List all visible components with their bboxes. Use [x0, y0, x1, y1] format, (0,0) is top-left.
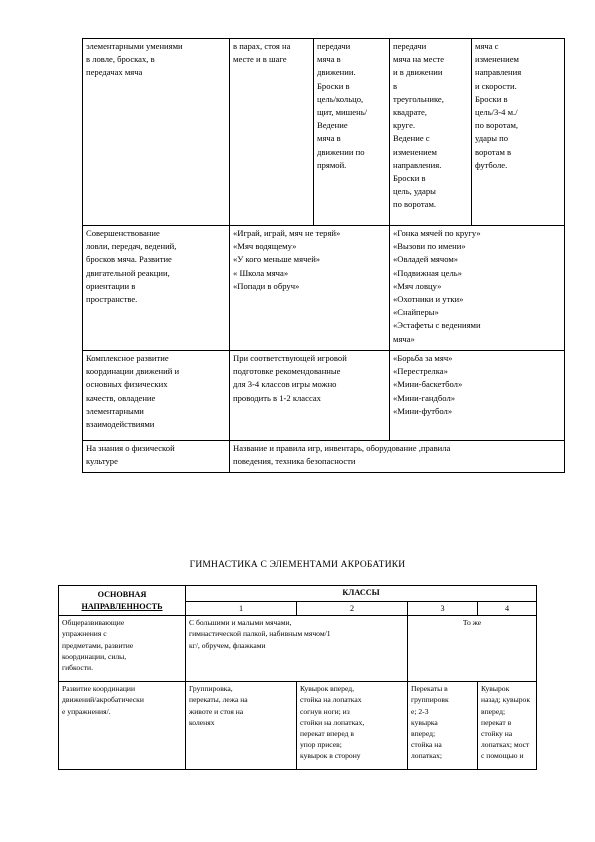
- class-number: 1: [186, 602, 297, 616]
- cell-line: «Мяч ловцу»: [393, 280, 442, 291]
- cell-line: бросков мяча. Развитие: [86, 254, 172, 265]
- cell-line: стойки на лопатках,: [300, 717, 365, 727]
- table-cell: [186, 616, 408, 682]
- cell-line: «Попади в обруч»: [233, 280, 300, 291]
- cell-line: в: [393, 80, 398, 91]
- cell-line: движении по: [317, 146, 365, 157]
- cell-line: перекат вперед в: [300, 729, 355, 739]
- cell-line: взаимодействиями: [86, 419, 155, 430]
- header-direction-line: ОСНОВНАЯ: [97, 590, 147, 600]
- table-cell: [83, 39, 230, 226]
- cell-line: гимнастической палкой, набивным мячом/1: [189, 629, 331, 639]
- cell-line: Перекаты в: [411, 684, 448, 694]
- table-cell: [472, 39, 565, 226]
- cell-line: мяча с: [475, 41, 499, 51]
- cell-line: упор присев;: [300, 740, 342, 750]
- cell-line: футболе.: [475, 159, 508, 170]
- cell-line: е упражнения/.: [62, 706, 111, 716]
- cell-line: передачи: [393, 41, 427, 51]
- cell-line: гибкости.: [62, 663, 93, 673]
- cell-line: коленях: [189, 717, 215, 727]
- cell-line: Кувырок вперед,: [300, 684, 355, 694]
- cell-line: «Перестрелка»: [393, 366, 448, 377]
- table-cell: [186, 682, 297, 770]
- cell-line: «Снайперы»: [393, 307, 439, 318]
- cell-line: ловли, передач, ведений,: [86, 241, 177, 252]
- table-row: [59, 616, 537, 682]
- cell-line: «У кого меньше мячей»: [233, 254, 321, 265]
- table-row: [83, 441, 565, 473]
- table-cell: [408, 682, 478, 770]
- cell-line: месте и в шаге: [233, 54, 287, 65]
- cell-line: Ведение: [317, 120, 348, 131]
- cell-line: пространстве.: [86, 294, 138, 305]
- cell-line: Броски в: [317, 80, 350, 91]
- table-row: [83, 39, 565, 226]
- cell-line: кг/, обручем, флажками: [189, 640, 266, 650]
- cell-line: передачи: [317, 41, 351, 51]
- cell-line: ориентации в: [86, 280, 136, 291]
- cell-line: животе и стоя на: [189, 706, 244, 716]
- table-cell: [314, 39, 390, 226]
- table-cell: [230, 351, 390, 441]
- cell-line: двигательной реакции,: [86, 267, 170, 278]
- cell-line: воротам в: [475, 146, 512, 157]
- cell-line: движений/акробатически: [62, 695, 144, 705]
- cell-line: группировк: [411, 695, 449, 705]
- cell-line: стойка на лопатках: [300, 695, 362, 705]
- cell-line: и скорости.: [475, 80, 517, 91]
- cell-line: То же: [462, 618, 482, 628]
- cell-line: изменением: [393, 146, 437, 157]
- cell-line: мяча на месте: [393, 54, 445, 65]
- table-cell: [390, 351, 565, 441]
- table-cell: [83, 351, 230, 441]
- cell-line: согнув ноги; из: [300, 706, 350, 716]
- cell-line: квадрате,: [393, 107, 427, 118]
- cell-line: кувырка: [411, 717, 438, 727]
- cell-line: Совершенствование: [86, 228, 160, 238]
- cell-line: предметами, развитие: [62, 640, 134, 650]
- cell-line: кувырок в сторону: [300, 751, 361, 761]
- cell-line: культуре: [86, 456, 118, 467]
- cell-line: мяча в: [317, 133, 341, 144]
- table-cell: [478, 682, 537, 770]
- cell-line: «Мини-гандбол»: [393, 392, 456, 403]
- cell-line: по воротам.: [393, 199, 437, 210]
- cell-line: мяча в: [317, 54, 341, 65]
- cell-line: изменением: [475, 54, 519, 65]
- cell-line: вперед;: [481, 706, 506, 716]
- cell-line: перекат в: [481, 717, 512, 727]
- cell-line: с помощью и: [481, 751, 524, 761]
- cell-line: Броски в: [393, 173, 426, 184]
- cell-line: Кувырок: [481, 684, 510, 694]
- table-header-row: [59, 586, 537, 602]
- cell-line: стойка на: [411, 740, 442, 750]
- cell-line: направления.: [393, 159, 442, 170]
- cell-line: назад; кувырок: [481, 695, 531, 705]
- cell-line: « Школа мяча»: [233, 267, 289, 278]
- cell-line: основных физических: [86, 379, 168, 390]
- cell-line: удары по: [475, 133, 509, 144]
- cell-line: «Гонка мячей по кругу»: [393, 228, 481, 238]
- cell-line: «Играй, играй, мяч не теряй»: [233, 228, 341, 238]
- cell-line: поведения, техника безопасности: [233, 456, 356, 467]
- cell-line: «Борьба за мяч»: [393, 353, 453, 363]
- cell-line: Развитие координации: [62, 684, 136, 694]
- cell-line: «Мини-баскетбол»: [393, 379, 463, 390]
- table-row: [83, 226, 565, 351]
- cell-line: элементарными умениями: [86, 41, 183, 51]
- cell-line: по воротам,: [475, 120, 519, 131]
- cell-line: круге.: [393, 120, 416, 131]
- table-cell: [83, 441, 230, 473]
- cell-line: элементарными: [86, 405, 144, 416]
- cell-line: На знания о физической: [86, 443, 175, 453]
- cell-line: щит, мишень/: [317, 107, 367, 118]
- table-cell: [59, 616, 186, 682]
- cell-line: е; 2-3: [411, 706, 429, 716]
- cell-line: упражнения с: [62, 629, 107, 639]
- cell-line: «Подвижная цель»: [393, 267, 462, 278]
- cell-line: цель, удары: [393, 186, 436, 197]
- cell-line: лопатках;: [411, 751, 442, 761]
- table-cell: [297, 682, 408, 770]
- cell-line: Общеразвивающие: [62, 618, 125, 628]
- cell-line: Название и правила игр, инвентарь, оборудование ,правила: [233, 443, 451, 453]
- cell-line: в ловле, бросках, в: [86, 54, 155, 65]
- table-row: [59, 682, 537, 770]
- cell-line: движении.: [317, 67, 356, 78]
- games-table: [82, 38, 565, 473]
- cell-line: мяча»: [393, 333, 415, 344]
- class-number: 3: [408, 602, 478, 616]
- cell-line: перекаты, лежа на: [189, 695, 248, 705]
- cell-line: «Вызови по имени»: [393, 241, 466, 252]
- table-cell: [83, 226, 230, 351]
- header-classes: КЛАССЫ: [186, 586, 537, 602]
- cell-line: в парах, стоя на: [233, 41, 291, 51]
- cell-line: стойку на: [481, 729, 513, 739]
- cell-line: цель/3-4 м./: [475, 107, 518, 118]
- header-direction: [59, 586, 186, 616]
- class-number: 4: [478, 602, 537, 616]
- cell-line: «Мини-футбол»: [393, 405, 453, 416]
- cell-line: подготовке рекомендованные: [233, 366, 341, 377]
- cell-line: прямой.: [317, 159, 347, 170]
- gymnastics-table: [58, 585, 537, 770]
- cell-line: качеств, овладение: [86, 392, 156, 403]
- cell-line: «Эстафеты с ведениями: [393, 320, 481, 331]
- cell-line: Комплексное развитие: [86, 353, 169, 363]
- class-number: 2: [297, 602, 408, 616]
- cell-line: Группировка,: [189, 684, 233, 694]
- table-cell: [230, 39, 314, 226]
- table-row: [83, 351, 565, 441]
- cell-line: координации движений и: [86, 366, 180, 377]
- table-cell: [390, 39, 472, 226]
- table-cell: [230, 226, 390, 351]
- cell-line: вперед;: [411, 729, 436, 739]
- table-cell: [59, 682, 186, 770]
- cell-line: При соответствующей игровой: [233, 353, 347, 363]
- cell-line: координации, силы,: [62, 651, 127, 661]
- cell-line: для 3-4 классов игры можно: [233, 379, 337, 390]
- cell-line: Броски в: [475, 93, 508, 104]
- cell-line: «Мяч водящему»: [233, 241, 297, 252]
- cell-line: проводить в 1-2 классах: [233, 392, 321, 403]
- cell-line: «Овладей мячом»: [393, 254, 459, 265]
- cell-line: «Охотники и утки»: [393, 294, 464, 305]
- cell-line: и в движении: [393, 67, 443, 78]
- table-cell: [408, 616, 537, 682]
- cell-line: С большими и малыми мячами,: [189, 618, 292, 628]
- cell-line: цель/кольцо,: [317, 93, 364, 104]
- cell-line: Ведение с: [393, 133, 430, 144]
- header-direction-line: НАПРАВЛЕННОСТЬ: [81, 601, 163, 611]
- cell-line: треугольнике,: [393, 93, 444, 104]
- table-cell: [390, 226, 565, 351]
- table-cell: [230, 441, 565, 473]
- section-title: ГИМНАСТИКА С ЭЛЕМЕНТАМИ АКРОБАТИКИ: [189, 560, 406, 570]
- cell-line: лопатках; мост: [481, 740, 530, 750]
- cell-line: передачах мяча: [86, 67, 143, 78]
- cell-line: направления: [475, 67, 522, 78]
